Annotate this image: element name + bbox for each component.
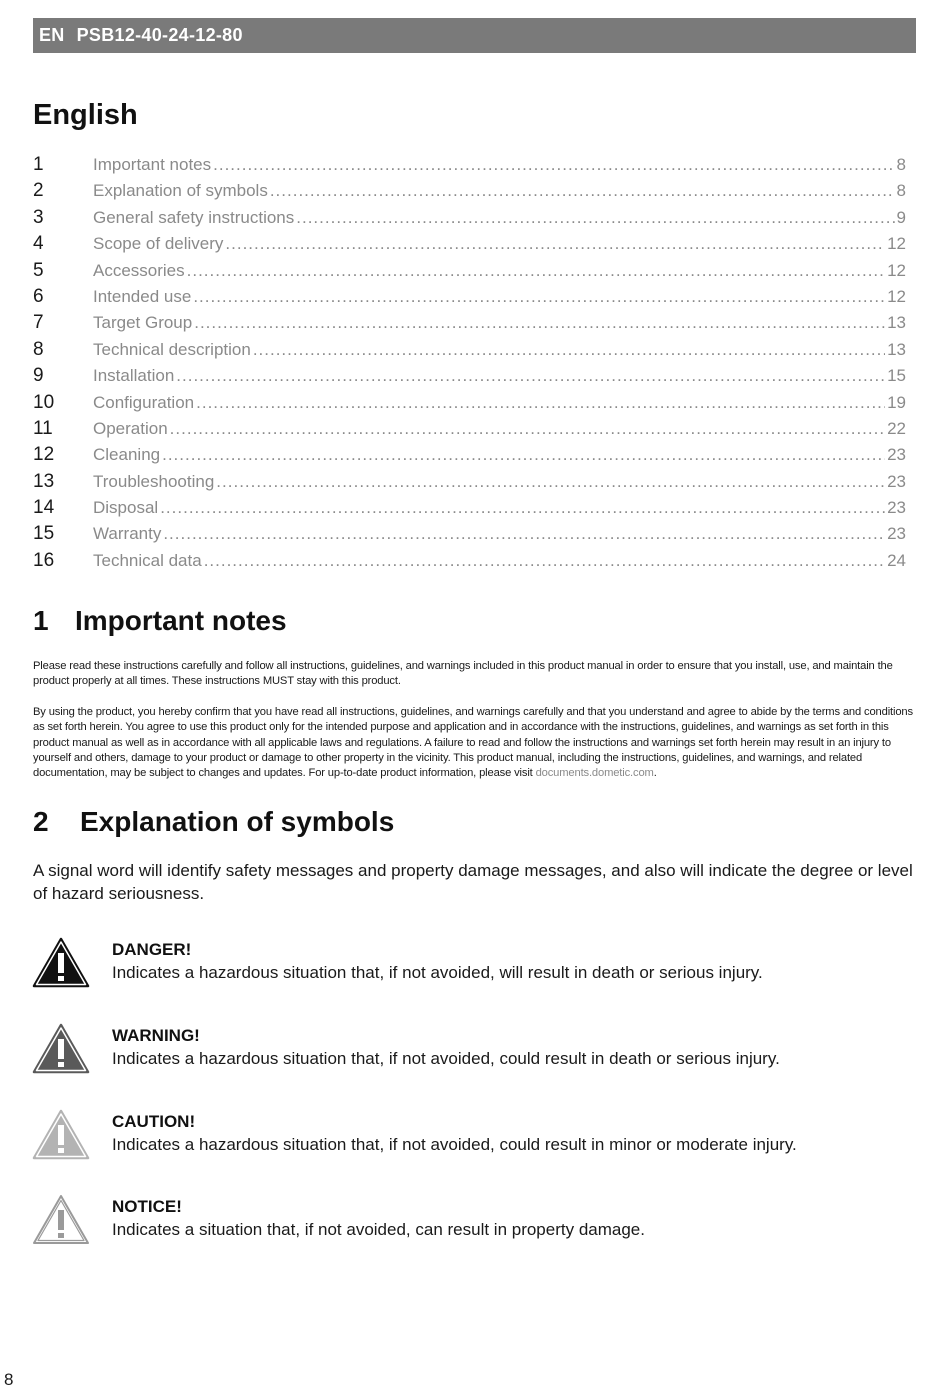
toc-entry[interactable] bbox=[33, 365, 906, 391]
toc-entry[interactable] bbox=[33, 497, 906, 523]
caution-warning-triangle-icon bbox=[32, 1109, 90, 1161]
hazard-danger bbox=[32, 937, 912, 997]
toc-entry-label: Cleaning bbox=[93, 445, 161, 465]
toc-leader-dots bbox=[216, 472, 885, 492]
toc-entry-label: Operation bbox=[93, 418, 168, 438]
toc-leader-dots bbox=[204, 551, 885, 571]
warning-warning-triangle-icon bbox=[32, 1023, 90, 1075]
toc-leader-dots bbox=[187, 261, 885, 281]
toc-entry-page: 9 bbox=[896, 207, 906, 227]
paragraph-text: By using the product, you hereby confirm that you have read all instructions, guidelines, and warnings carefully and that you understand and agree to abide by the terms and conditions as set forth herein. You agree to use this product only for the intended purpose and application and in accordance with the instructions, guidelines, and warnings as set forth in this product manual as well as in accordance with all applicable laws and regulations. A failure to read and follow the instructions and warnings set forth herein may result in an injury to yourself and others, damage to your product or damage to other property in the vicinity. This product manual, including the instructions, guidelines, and warnings, and related documentation, may be subject to changes and updates. For up-to-date product information, please visit bbox=[33, 706, 913, 780]
toc-entry-page: 12 bbox=[887, 286, 906, 306]
toc-entry-page: 15 bbox=[887, 366, 906, 386]
toc-entry-label: Technical data bbox=[93, 550, 202, 570]
toc-entry-number: 10 bbox=[33, 391, 55, 413]
toc-entry-label: General safety instructions bbox=[93, 207, 295, 227]
toc-entry[interactable] bbox=[33, 444, 906, 470]
section-heading-important-notes bbox=[33, 605, 287, 637]
toc-entry-page: 12 bbox=[887, 260, 906, 280]
toc-entry-page: 19 bbox=[887, 392, 906, 412]
toc-entry-label: Configuration bbox=[93, 392, 195, 412]
toc-entry-label: Target Group bbox=[93, 313, 193, 333]
toc-entry[interactable] bbox=[33, 312, 906, 338]
toc-leader-dots bbox=[160, 498, 885, 518]
table-of-contents bbox=[33, 154, 906, 576]
toc-entry[interactable] bbox=[33, 260, 906, 286]
toc-entry-page: 12 bbox=[887, 234, 906, 254]
section-number: 1 bbox=[33, 605, 49, 636]
toc-entry[interactable] bbox=[33, 154, 906, 180]
toc-entry[interactable] bbox=[33, 286, 906, 312]
toc-leader-dots bbox=[270, 181, 895, 201]
hazard-notice bbox=[32, 1194, 912, 1254]
danger-warning-triangle-icon bbox=[32, 937, 90, 989]
hazard-title: NOTICE! bbox=[112, 1197, 182, 1216]
toc-entry-page: 22 bbox=[887, 418, 906, 438]
toc-entry-label: Important notes bbox=[93, 155, 212, 174]
hazard-description: Indicates a situation that, if not avoided, can result in property damage. bbox=[112, 1220, 645, 1239]
toc-leader-dots bbox=[225, 234, 885, 254]
toc-title: English bbox=[33, 99, 138, 131]
toc-entry-number: 11 bbox=[33, 417, 53, 439]
toc-leader-dots bbox=[176, 366, 885, 386]
header-bar bbox=[33, 18, 916, 53]
toc-entry-label: Technical description bbox=[93, 339, 251, 359]
toc-leader-dots bbox=[162, 445, 885, 465]
toc-leader-dots bbox=[170, 419, 885, 439]
toc-entry-label: Intended use bbox=[93, 286, 192, 306]
toc-entry-number: 9 bbox=[33, 365, 44, 387]
toc-leader-dots bbox=[193, 287, 885, 307]
header-model-number: PSB12-40-24-12-80 bbox=[76, 25, 243, 45]
hazard-title: WARNING! bbox=[112, 1026, 200, 1045]
toc-entry-page: 23 bbox=[887, 445, 906, 465]
toc-leader-dots bbox=[196, 393, 885, 413]
toc-entry-page: 13 bbox=[887, 313, 906, 333]
toc-leader-dots bbox=[253, 340, 885, 360]
toc-entry-number: 5 bbox=[33, 259, 44, 281]
hazard-title: CAUTION! bbox=[112, 1112, 196, 1131]
important-notes-paragraph-1: Please read these instructions carefully and follow all instructions, guidelines, and warnings included in this product manual in order to ensure that you install, use, and maintain the product properly at all times. These instructions MUST stay with this product. bbox=[33, 660, 893, 688]
toc-leader-dots bbox=[194, 313, 885, 333]
toc-entry[interactable] bbox=[33, 418, 906, 444]
toc-leader-dots bbox=[163, 524, 885, 544]
toc-entry-number: 3 bbox=[33, 206, 44, 228]
hazard-warning bbox=[32, 1023, 912, 1083]
hazard-description: Indicates a hazardous situation that, if not avoided, could result in minor or moderate injury. bbox=[112, 1135, 797, 1154]
hazard-title: DANGER! bbox=[112, 940, 192, 959]
toc-entry-label: Explanation of symbols bbox=[93, 181, 268, 201]
toc-entry[interactable] bbox=[33, 392, 906, 418]
toc-entry-label: Scope of delivery bbox=[93, 234, 224, 254]
toc-leader-dots bbox=[296, 208, 894, 228]
toc-entry-number: 7 bbox=[33, 312, 44, 334]
paragraph-end: . bbox=[653, 767, 657, 780]
toc-entry[interactable] bbox=[33, 550, 906, 576]
toc-entry-page: 13 bbox=[887, 339, 906, 359]
symbols-intro-paragraph: A signal word will identify safety messages and property damage messages, and also will indicate the degree or level of hazard seriousness. bbox=[33, 861, 913, 903]
documents-link[interactable]: documents.dometic.com bbox=[535, 767, 654, 780]
toc-entry-label: Installation bbox=[93, 366, 175, 386]
toc-entry[interactable] bbox=[33, 471, 906, 497]
toc-entry-label: Accessories bbox=[93, 260, 185, 280]
toc-entry-label: Disposal bbox=[93, 498, 159, 518]
toc-entry[interactable] bbox=[33, 180, 906, 206]
section-number: 2 bbox=[33, 806, 49, 837]
toc-entry-number: 6 bbox=[33, 285, 44, 307]
important-notes-paragraph-2 bbox=[33, 705, 918, 781]
hazard-caution bbox=[32, 1109, 912, 1169]
toc-entry-number: 8 bbox=[33, 338, 44, 360]
section-title: Important notes bbox=[75, 605, 287, 636]
hazard-description: Indicates a hazardous situation that, if not avoided, will result in death or serious injury. bbox=[112, 963, 763, 982]
toc-entry-number: 15 bbox=[33, 523, 55, 545]
toc-entry-number: 12 bbox=[33, 444, 55, 466]
header-language-code: EN bbox=[39, 25, 65, 45]
toc-entry-label: Warranty bbox=[93, 524, 162, 544]
toc-entry-number: 2 bbox=[33, 180, 44, 202]
toc-entry[interactable] bbox=[33, 523, 906, 549]
toc-entry-page: 8 bbox=[896, 181, 906, 201]
toc-entry-page: 23 bbox=[887, 498, 906, 518]
notice-warning-triangle-icon bbox=[32, 1194, 90, 1246]
toc-entry-label: Troubleshooting bbox=[93, 471, 215, 491]
section-heading-explanation-of-symbols bbox=[33, 806, 394, 838]
toc-entry-page: 23 bbox=[887, 471, 906, 491]
toc-entry-page: 23 bbox=[887, 524, 906, 544]
toc-entry-page: 8 bbox=[896, 155, 906, 174]
toc-entry-number: 13 bbox=[33, 470, 55, 492]
toc-entry-page: 24 bbox=[887, 550, 906, 570]
toc-entry[interactable] bbox=[33, 339, 906, 365]
toc-entry-number: 1 bbox=[33, 154, 44, 175]
toc-entry[interactable] bbox=[33, 207, 906, 233]
hazard-description: Indicates a hazardous situation that, if not avoided, could result in death or serious injury. bbox=[112, 1049, 780, 1068]
toc-leader-dots bbox=[213, 155, 894, 175]
toc-entry[interactable] bbox=[33, 233, 906, 259]
toc-entry-number: 16 bbox=[33, 549, 55, 571]
toc-entry-number: 4 bbox=[33, 233, 44, 255]
page-number: 8 bbox=[4, 1370, 14, 1389]
toc-entry-number: 14 bbox=[33, 497, 55, 519]
section-title: Explanation of symbols bbox=[80, 806, 395, 837]
